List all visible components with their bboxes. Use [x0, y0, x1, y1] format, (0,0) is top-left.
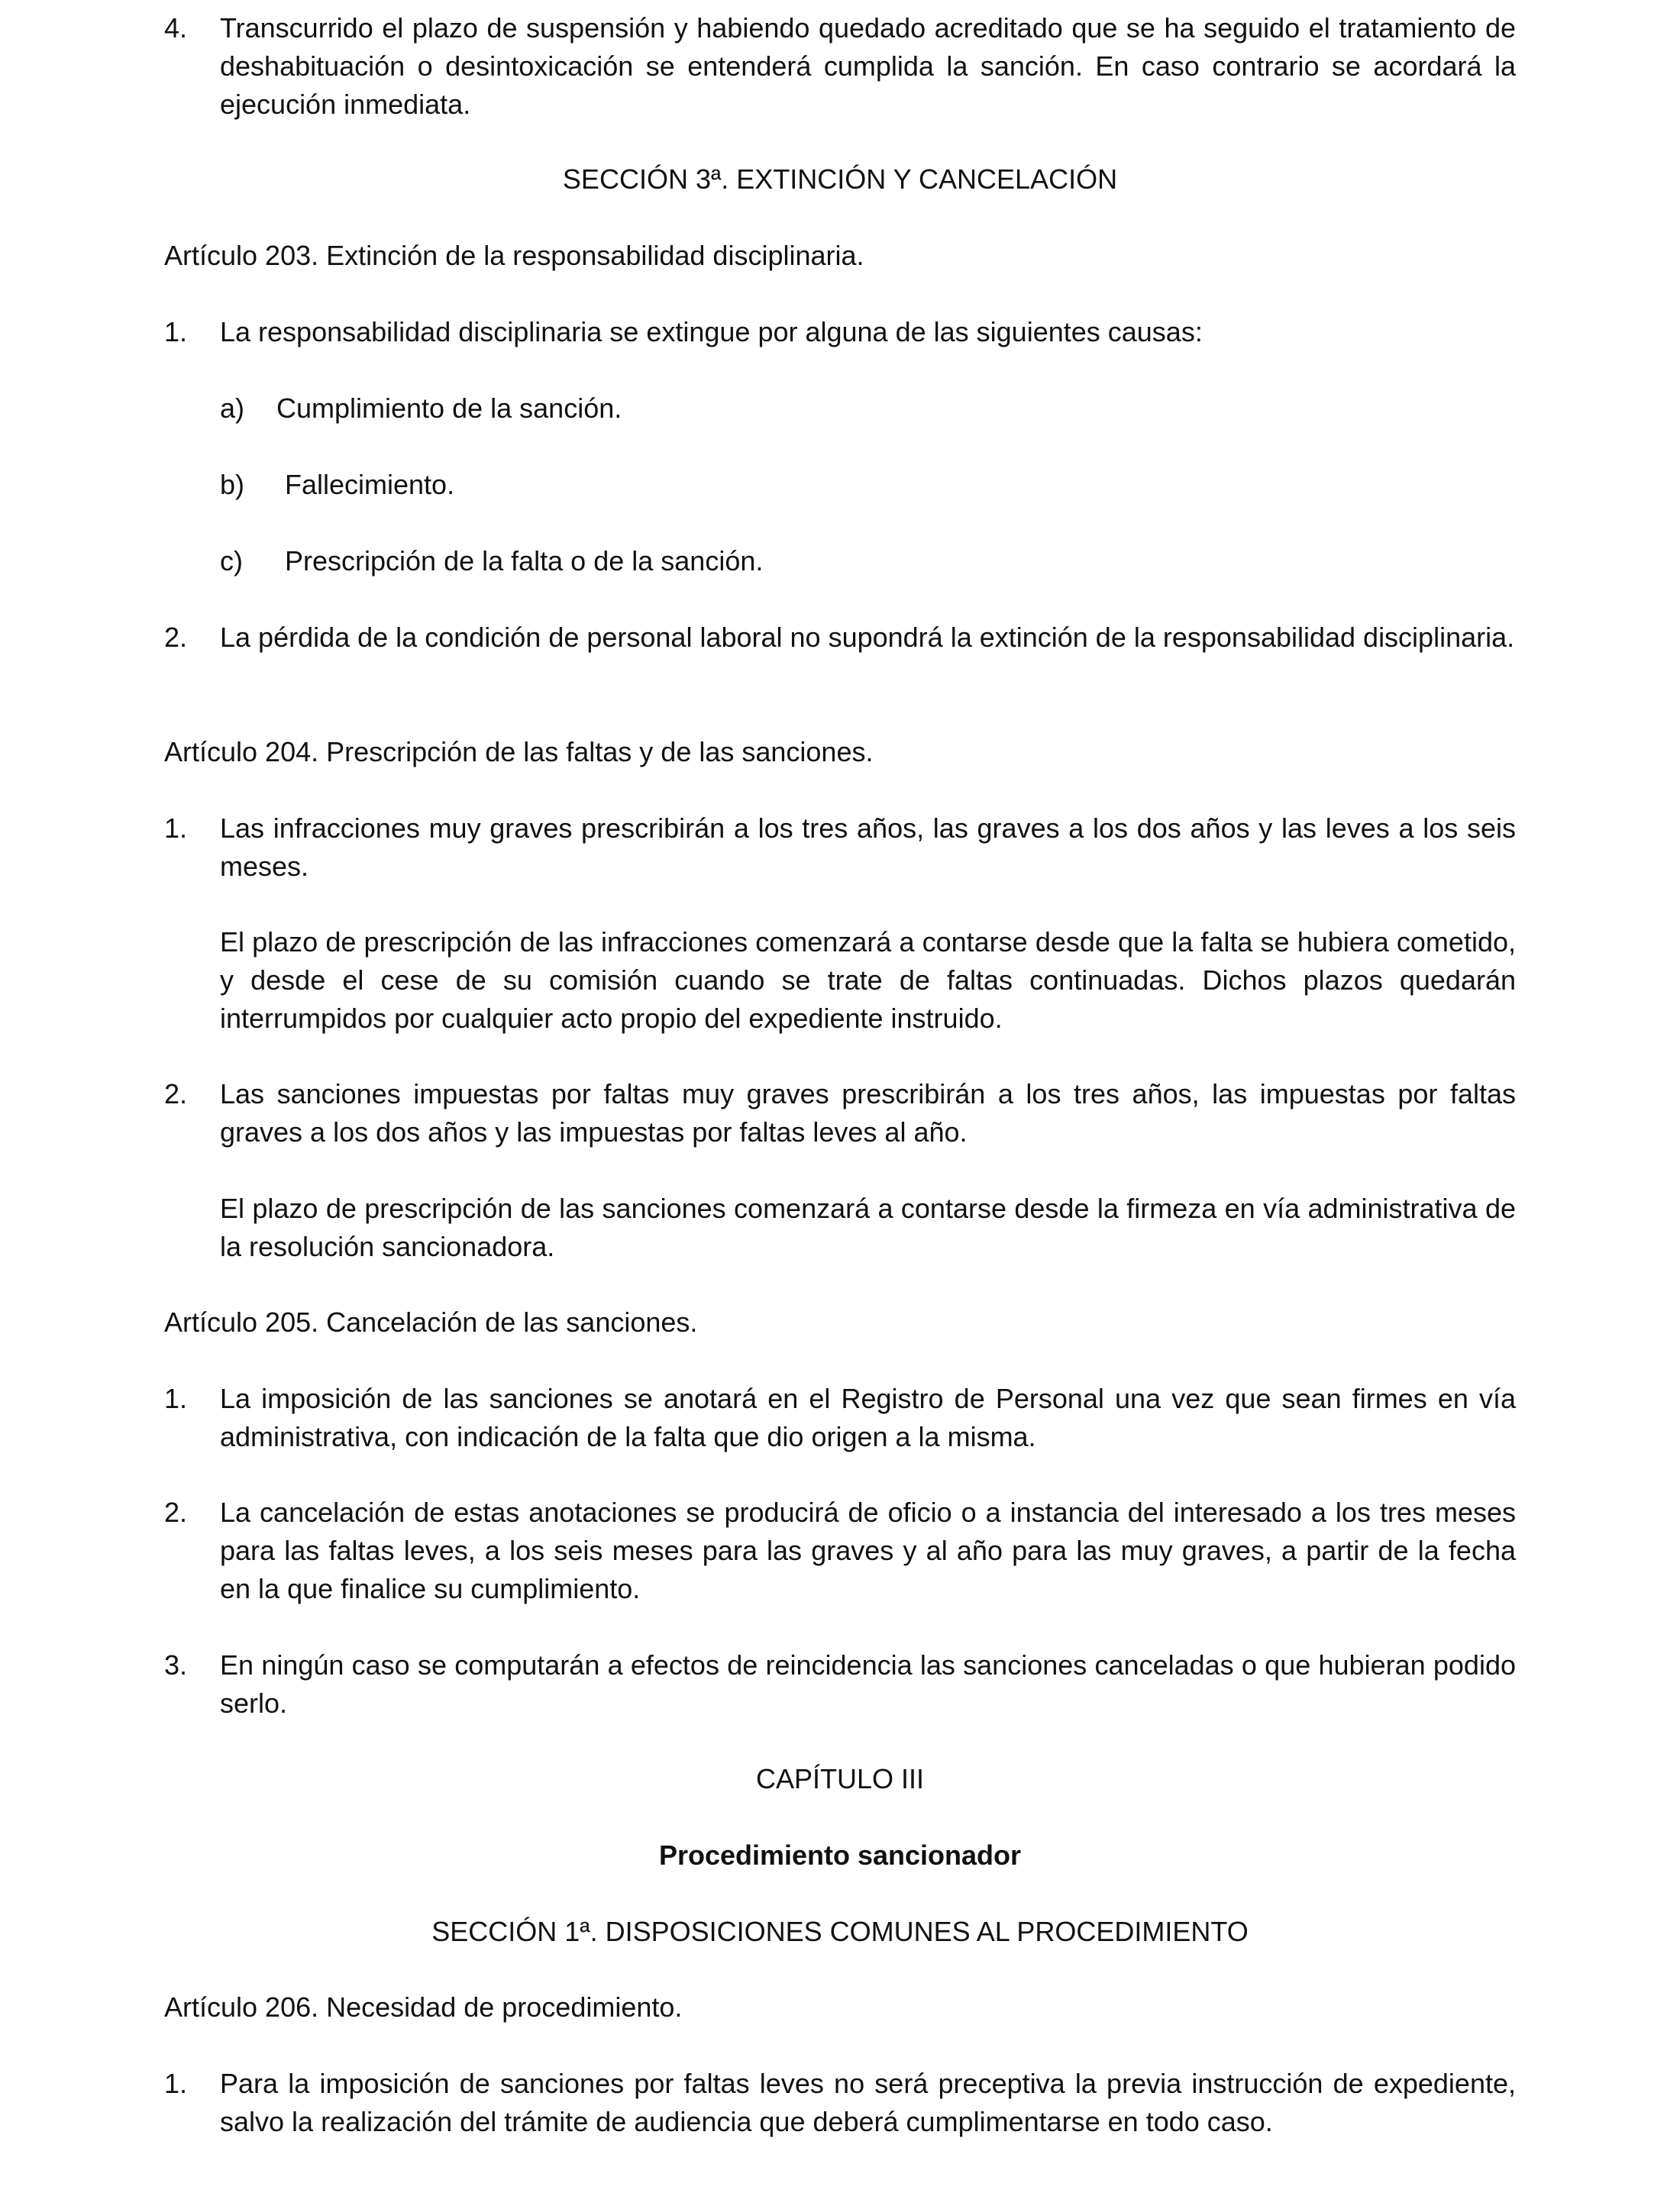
item-number: 1.	[164, 1383, 188, 1414]
list-letter: a)	[220, 392, 245, 424]
section-heading: SECCIÓN 1ª. DISPOSICIONES COMUNES AL PROCEDIMIENTO	[431, 1916, 1249, 1947]
item-number: 1.	[164, 316, 188, 347]
list-text: Fallecimiento.	[285, 469, 455, 500]
paragraph-item-4	[164, 9, 1516, 124]
item-number: 1.	[164, 812, 188, 844]
item-text: Para la imposición de sanciones por faltas leves no será preceptiva la previa instrucción de expediente, salvo la realización del trámite de audiencia que deberá cumplimentarse en todo caso.	[220, 2068, 1516, 2137]
paragraph-item-2	[164, 1075, 1516, 1151]
item-text: La pérdida de la condición de personal laboral no supondrá la extinción de la responsabilidad disciplinaria.	[220, 622, 1515, 653]
item-number: 4.	[164, 12, 188, 44]
item-text: La responsabilidad disciplinaria se extingue por alguna de las siguientes causas:	[220, 316, 1203, 347]
list-text: Cumplimiento de la sanción.	[276, 392, 622, 424]
list-letter: b)	[220, 469, 245, 500]
item-number: 2.	[164, 1497, 188, 1528]
item-number: 2.	[164, 622, 188, 653]
chapter-heading: CAPÍTULO III	[755, 1763, 925, 1794]
item-number: 3.	[164, 1649, 188, 1681]
section-heading: SECCIÓN 3ª. EXTINCIÓN Y CANCELACIÓN	[562, 163, 1118, 195]
paragraph-item-1	[164, 313, 1516, 351]
item-text: La imposición de las sanciones se anotará en el Registro de Personal una vez que sean firmes en vía administrativa, con indicación de la falta que dio origen a la misma.	[220, 1383, 1516, 1452]
paragraph-item-1	[164, 809, 1516, 886]
paragraph-item-1	[164, 2065, 1516, 2141]
item-text: Transcurrido el plazo de suspensión y habiendo quedado acreditado que se ha seguido el tratamiento de deshabituación o desintoxicación se entenderá cumplida la sanción. En caso contrario se acordará la ejecución inmediata.	[220, 12, 1516, 120]
article-heading: Artículo 206. Necesidad de procedimiento.	[164, 1991, 683, 2023]
item-text: Las sanciones impuestas por faltas muy graves prescribirán a los tres años, las impuestas por faltas graves a los dos años y las impuestas por faltas leves al año.	[220, 1078, 1516, 1148]
list-letter: c)	[220, 545, 243, 577]
paragraph-item-3	[164, 1646, 1516, 1723]
paragraph-item-2	[164, 618, 1516, 657]
paragraph-continuation: El plazo de prescripción de las sanciones comenzará a contarse desde la firmeza en vía administrativa de la resolución sancionadora.	[220, 1193, 1516, 1262]
paragraph-continuation: El plazo de prescripción de las infracciones comenzará a contarse desde que la falta se hubiera cometido, y desde el cese de su comisión cuando se trate de faltas continuadas. Dichos plazos quedarán interrumpidos por cualquier acto propio del expediente instruido.	[220, 926, 1516, 1034]
item-text: Las infracciones muy graves prescribirán a los tres años, las graves a los dos años y las leves a los seis meses.	[220, 812, 1516, 882]
paragraph-item-2	[164, 1494, 1516, 1608]
item-text: En ningún caso se computarán a efectos de reincidencia las sanciones canceladas o que hubieran podido serlo.	[220, 1649, 1516, 1719]
item-number: 1.	[164, 2068, 188, 2099]
article-heading: Artículo 204. Prescripción de las faltas y de las sanciones.	[164, 736, 874, 767]
list-text: Prescripción de la falta o de la sanción.	[285, 545, 764, 577]
chapter-subtitle: Procedimiento sancionador	[658, 1839, 1022, 1871]
item-number: 2.	[164, 1078, 188, 1109]
paragraph-item-1	[164, 1380, 1516, 1456]
article-heading: Artículo 205. Cancelación de las sanciones.	[164, 1306, 698, 1338]
article-heading: Artículo 203. Extinción de la responsabilidad disciplinaria.	[164, 240, 864, 271]
item-text: La cancelación de estas anotaciones se producirá de oficio o a instancia del interesado a los tres meses para las faltas leves, a los seis meses para las graves y al año para las muy graves, a partir de la fecha en la que finalice su cumplimiento.	[220, 1497, 1516, 1604]
